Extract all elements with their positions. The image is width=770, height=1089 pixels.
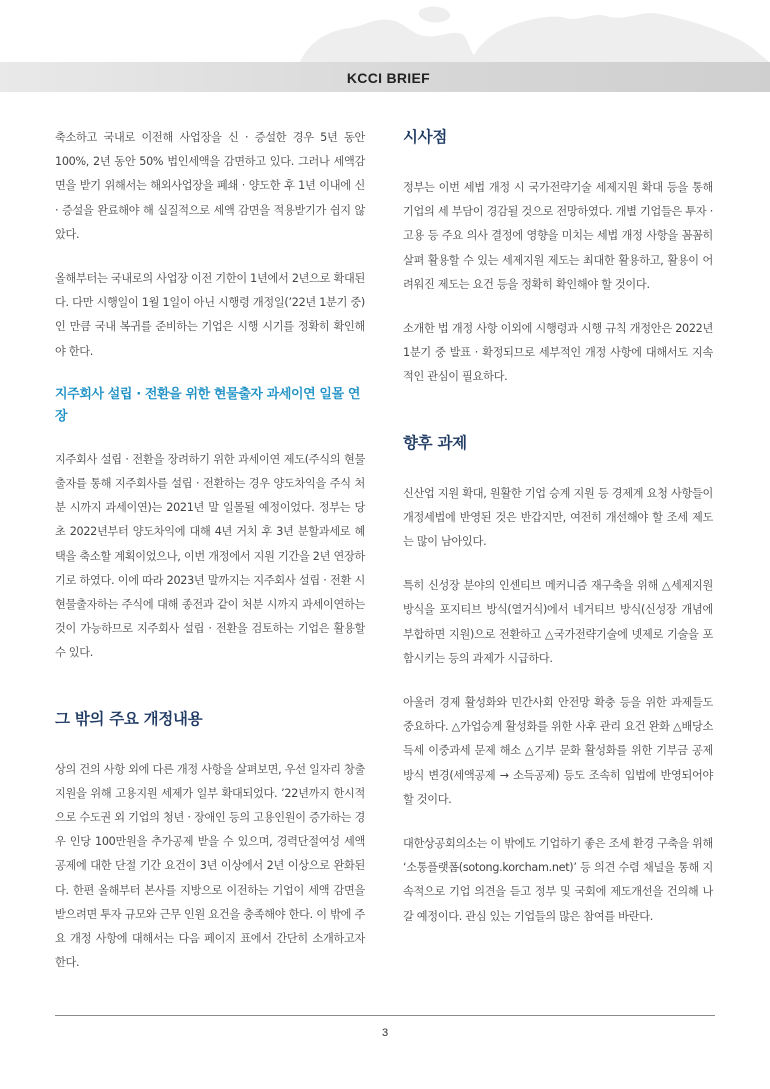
section-title-future-tasks: 향후 과제 <box>403 433 467 452</box>
right-paragraph-6: 대한상공회의소는 이 밖에도 기업하기 좋은 조세 환경 구축을 위해 ‘소통플랫폼(sotong.korcham.net)’ 등 의견 수렴 채널을 통해 지속적으로 기업 의견을 듣고 정부 및 국회에 제도개선을 건의해 나갈 예정이다. 관심 있는 기업들의 많은 참여를 바란다. <box>403 837 713 923</box>
right-column <box>403 126 713 949</box>
world-map-graphic <box>0 0 770 62</box>
right-paragraph-4: 특히 신성장 분야의 인센티브 메커니즘 재구축을 위해 △세제지원 방식을 포지티브 방식(열거식)에서 네거티브 방식(신성장 개념에 부합하면 지원)으로 전환하고 △국가전략기술에 넷제로 기술을 포함시키는 등의 과제가 시급하다. <box>403 579 713 665</box>
section-title-implications: 시사점 <box>403 128 448 146</box>
right-paragraph-5: 아울러 경제 활성화와 민간사회 안전망 확충 등을 위한 과제들도 중요하다. △가업승계 활성화를 위한 사후 관리 요건 완화 △배당소득세 이중과세 문제 해소 △기부 문화 활성화를 위한 기부금 공제 방식 변경(세액공제 → 소득공제) 등도 조속히 입법에 반영되어야 할 것이다. <box>403 696 713 806</box>
right-paragraph-3: 신산업 지원 확대, 원활한 기업 승계 지원 등 경제계 요청 사항들이 개정세법에 반영된 것은 반갑지만, 여전히 개선해야 할 조세 제도는 많이 남아있다. <box>403 486 713 549</box>
right-paragraph-1: 정부는 이번 세법 개정 시 국가전략기술 세제지원 확대 등을 통해 기업의 세 부담이 경감될 것으로 전망하였다. 개별 기업들은 투자 · 고용 등 주요 의사 결정에 영향을 미치는 세법 개정 사항을 꼼꼼히 살펴 활용할 수 있는 세제지원 제도는 최대한 활용하고, 활용이 어려워진 제도는 요건 등을 정확히 확인해야 할 것이다. <box>403 181 713 291</box>
left-paragraph-2: 올해부터는 국내로의 사업장 이전 기한이 1년에서 2년으로 확대된다. 다만 시행일이 1월 1일이 아닌 시행령 개정일(’22년 1분기 중)인 만큼 국내 복귀를 준비하는 기업은 시행 시기를 정확히 확인해야 한다. <box>55 272 365 358</box>
right-paragraph-2: 소개한 법 개정 사항 이외에 시행령과 시행 규칙 개정안은 2022년 1분기 중 발표 · 확정되므로 세부적인 개정 사항에 대해서도 지속적인 관심이 필요하다. <box>403 322 713 384</box>
left-paragraph-3: 지주회사 설립 · 전환을 장려하기 위한 과세이연 제도(주식의 현물출자를 통해 지주회사를 설립 · 전환하는 경우 양도차익을 주식 처분 시까지 과세이연)는 2021년 말 일몰될 예정이었다. 정부는 당초 2022년부터 양도차익에 대해 4년 거치 후 3년 분할과세로 혜택을 축소할 계획이었으나, 이번 개정에서 지원 기간을 2년 연장하기로 하였다. 이에 따라 2023년 말까지는 지주회사 설립 · 전환 시 현물출자하는 주식에 대해 종전과 같이 처분 시까지 과세이연하는 것이 가능하므로 지주회사 설립 · 전환을 검토하는 기업은 활용할 수 있다. <box>55 452 365 660</box>
footer-divider <box>55 1015 715 1016</box>
subheading: 지주회사 설립 · 전환을 위한 현물출자 과세이연 일몰 연장 <box>55 386 361 424</box>
brand-title: KCCI BRIEF <box>346 70 430 86</box>
section-title-other-changes: 그 밖의 주요 개정내용 <box>55 709 203 728</box>
page-number: 3 <box>381 1027 389 1039</box>
left-paragraph-1: 축소하고 국내로 이전해 사업장을 신 · 증설한 경우 5년 동안 100%, 2년 동안 50% 법인세액을 감면하고 있다. 그러나 세액감면을 받기 위해서는 해외사업장을 폐쇄 · 양도한 후 1년 이내에 신 · 증설을 완료해야 해 실질적으로 세액 감면을 적용받기가 쉽지 않았다. <box>55 131 365 241</box>
left-column <box>55 126 365 995</box>
left-paragraph-4: 상의 건의 사항 외에 다른 개정 사항을 살펴보면, 우선 일자리 창출 지원을 위해 고용지원 세제가 일부 확대되었다. ’22년까지 한시적으로 수도권 외 기업의 청년 · 장애인 등의 고용인원이 증가하는 경우 인당 100만원을 추가공제 받을 수 있으며, 경력단절여성 세액 공제에 대한 단절 기간 요건이 3년 이상에서 2년 이상으로 완화된다. 한편 올해부터 본사를 지방으로 이전하는 기업이 세액 감면을 받으려면 투자 규모와 근무 인원 요건을 충족해야 한다. 이 밖에 주요 개정 사항에 대해서는 다음 페이지 표에서 간단히 소개하고자 한다. <box>55 762 365 970</box>
